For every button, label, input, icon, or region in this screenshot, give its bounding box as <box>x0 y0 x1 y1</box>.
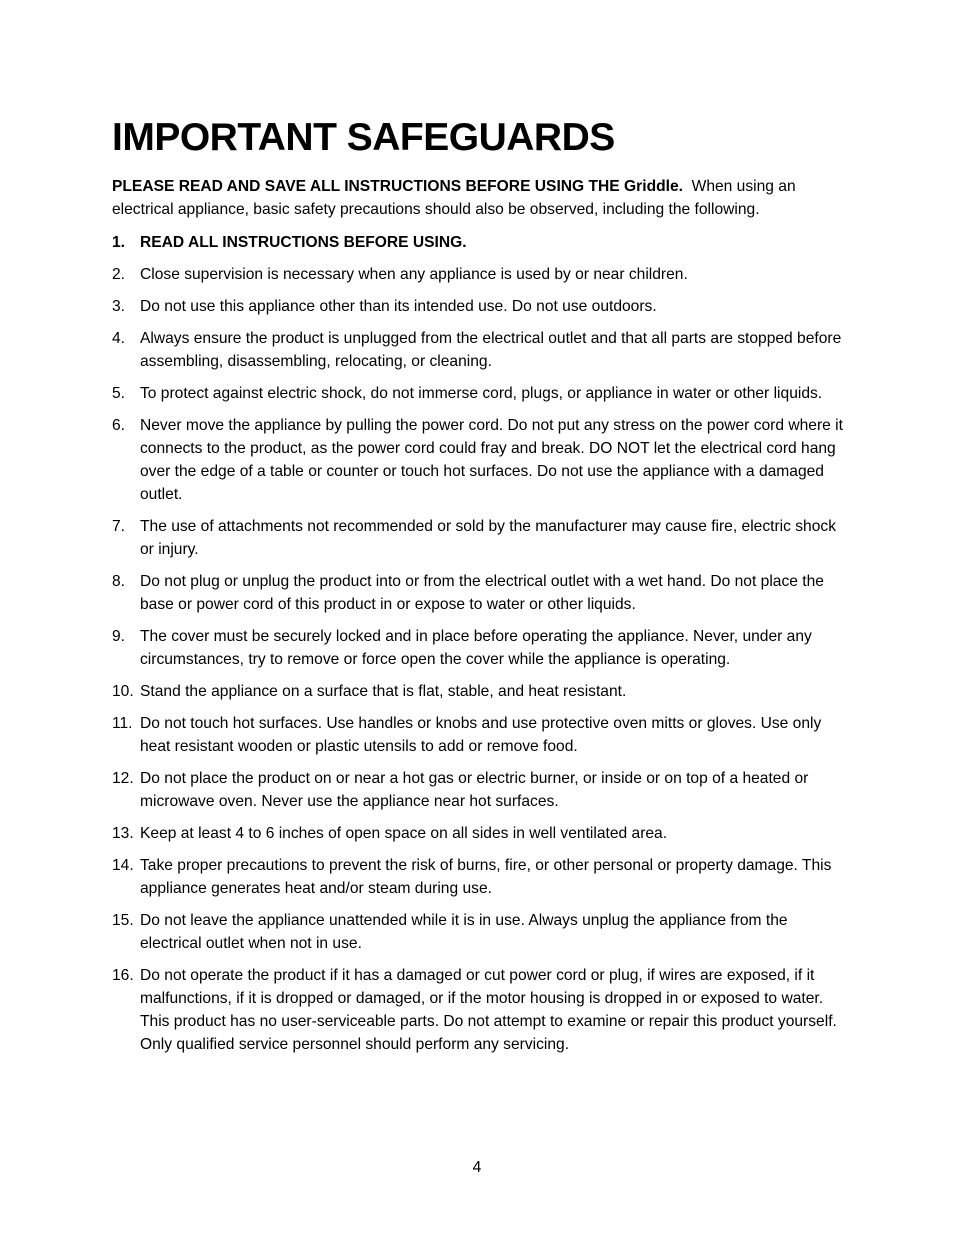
list-item-text: The cover must be securely locked and in place before operating the appliance. Never, under any circumstances, try to remove or force open the cover while the appliance is operating. <box>140 628 812 668</box>
list-item-text: Keep at least 4 to 6 inches of open space on all sides in well ventilated area. <box>140 825 668 842</box>
list-item-number: 5. <box>112 385 126 402</box>
list-item <box>112 263 844 286</box>
list-item-number: 2. <box>112 266 126 283</box>
list-item-text: Do not use this appliance other than its intended use. Do not use outdoors. <box>140 298 657 315</box>
list-item <box>112 909 844 955</box>
list-item-number: 9. <box>112 628 126 645</box>
list-item-text: The use of attachments not recommended or sold by the manufacturer may cause fire, electric shock or injury. <box>140 518 836 558</box>
intro-bold-lead: PLEASE READ AND SAVE ALL INSTRUCTIONS BEFORE USING THE Griddle. <box>112 178 683 195</box>
list-item-number: 14. <box>112 857 134 874</box>
list-item <box>112 570 844 616</box>
list-item-number: 16. <box>112 967 134 984</box>
list-item <box>112 964 844 1056</box>
page-content <box>112 114 844 1065</box>
list-item-number: 12. <box>112 770 134 787</box>
list-item-text: Do not operate the product if it has a damaged or cut power cord or plug, if wires are exposed, if it malfunctions, if it is dropped or damaged, or if the motor housing is dropped in or exposed to water. This product has no user-serviceable parts. Do not attempt to examine or repair this product yourself. Only qualified service personnel should perform any servicing. <box>140 967 837 1053</box>
list-item <box>112 231 844 254</box>
list-item-number: 8. <box>112 573 126 590</box>
list-item <box>112 327 844 373</box>
list-item-number: 3. <box>112 298 126 315</box>
list-item-number: 6. <box>112 417 126 434</box>
list-item-number: 4. <box>112 330 126 347</box>
list-item-text: Always ensure the product is unplugged from the electrical outlet and that all parts are stopped before assembling, disassembling, relocating, or cleaning. <box>140 330 842 370</box>
list-item-number: 7. <box>112 518 126 535</box>
list-item <box>112 515 844 561</box>
list-item-text: Take proper precautions to prevent the risk of burns, fire, or other personal or property damage. This appliance generates heat and/or steam during use. <box>140 857 832 897</box>
list-item-text: Do not touch hot surfaces. Use handles or knobs and use protective oven mitts or gloves. Use only heat resistant wooden or plastic utensils to add or remove food. <box>140 715 822 755</box>
list-item-number: 13. <box>112 825 134 842</box>
list-item-text: To protect against electric shock, do not immerse cord, plugs, or appliance in water or other liquids. <box>140 385 823 402</box>
list-item <box>112 625 844 671</box>
list-item-number: 1. <box>112 234 126 251</box>
list-item-text: Never move the appliance by pulling the power cord. Do not put any stress on the power cord where it connects to the product, as the power cord could fray and break. DO NOT let the electrical cord hang over the edge of a table or counter or touch hot surfaces. Do not use the appliance with a damaged outlet. <box>140 417 843 503</box>
list-item-text: Close supervision is necessary when any appliance is used by or near children. <box>140 266 688 283</box>
page-number: 4 <box>472 1159 482 1176</box>
list-item-text: Do not plug or unplug the product into or from the electrical outlet with a wet hand. Do not place the base or power cord of this product in or expose to water or other liquids. <box>140 573 824 613</box>
list-item <box>112 414 844 506</box>
list-item-text: Do not leave the appliance unattended while it is in use. Always unplug the appliance from the electrical outlet when not in use. <box>140 912 788 952</box>
list-item-number: 10. <box>112 683 134 700</box>
list-item <box>112 680 844 703</box>
list-item-text: Stand the appliance on a surface that is flat, stable, and heat resistant. <box>140 683 627 700</box>
list-item-number: 11. <box>112 715 133 732</box>
page-title: IMPORTANT SAFEGUARDS <box>112 116 615 159</box>
intro-text: When using an electrical appliance, basic safety precautions should also be observed, including the following. <box>112 178 800 218</box>
list-item <box>112 295 844 318</box>
intro-paragraph <box>112 175 844 221</box>
list-item <box>112 822 844 845</box>
list-item-text: Do not place the product on or near a hot gas or electric burner, or inside or on top of a heated or microwave oven. Never use the appliance near hot surfaces. <box>140 770 809 810</box>
safeguards-list <box>112 231 844 1056</box>
list-item <box>112 854 844 900</box>
list-item <box>112 767 844 813</box>
list-item-text: READ ALL INSTRUCTIONS BEFORE USING. <box>140 234 467 251</box>
list-item-number: 15. <box>112 912 134 929</box>
list-item <box>112 382 844 405</box>
list-item <box>112 712 844 758</box>
